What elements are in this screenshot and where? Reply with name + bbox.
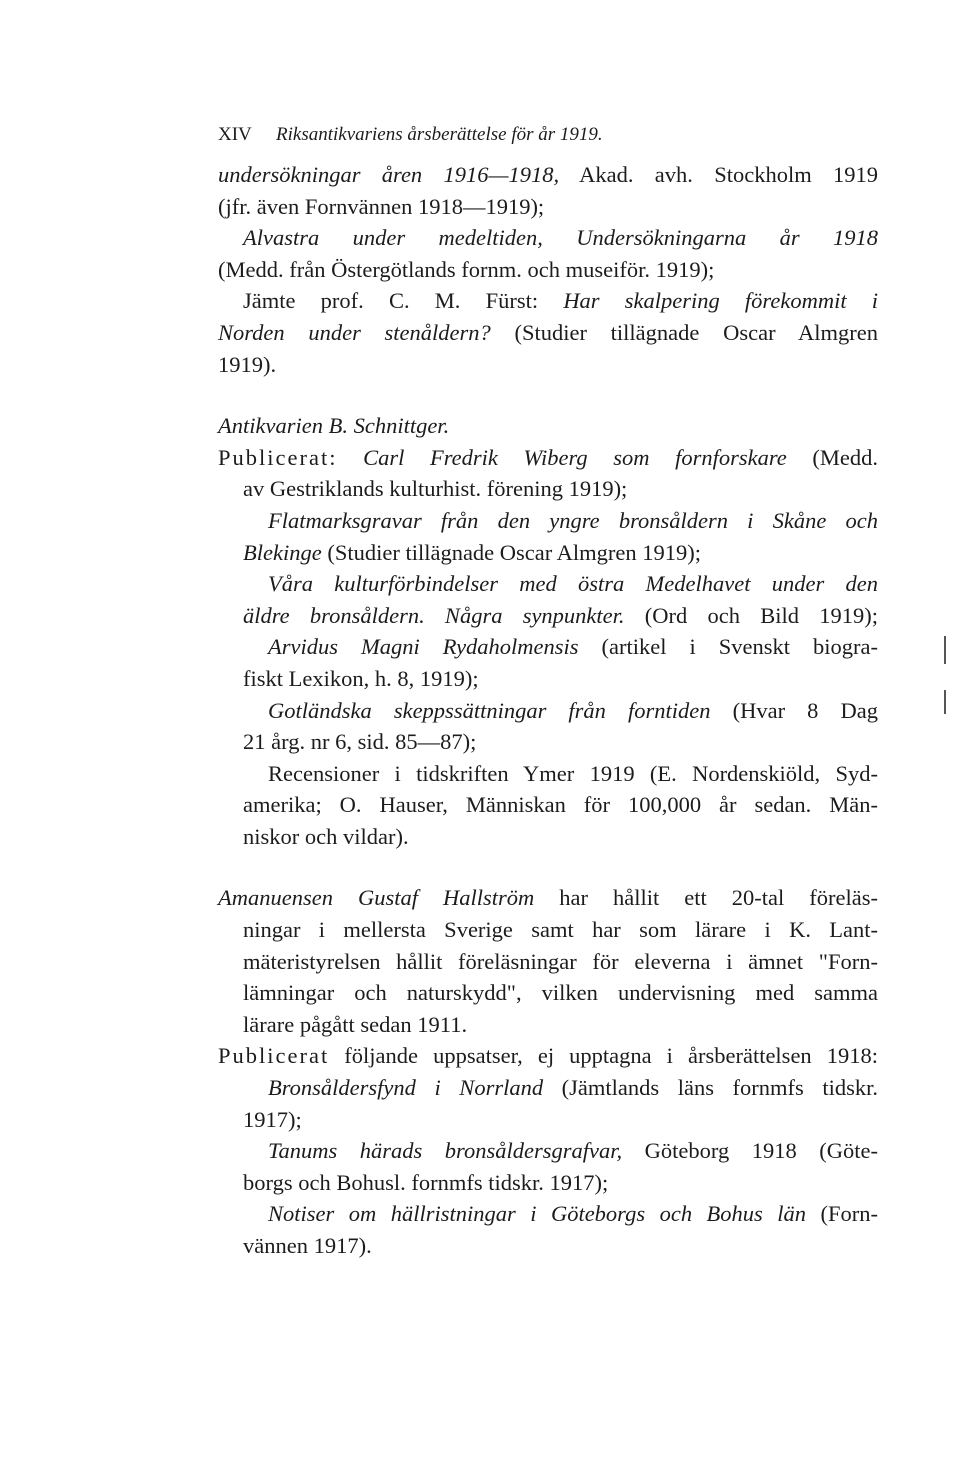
text-run: Akad. avh. Stockholm 1919 <box>559 162 878 187</box>
italic-title: undersökningar åren 1916—1918, <box>218 162 560 187</box>
text-run: (Forn- <box>806 1201 878 1227</box>
italic-title: Bronsåldersfynd i Norrland <box>268 1075 544 1101</box>
text-line: borgs och Bohusl. fornmfs tidskr. 1917); <box>243 1169 609 1195</box>
text-line <box>218 222 878 254</box>
text-line: 21 årg. nr 6, sid. 85—87); <box>243 729 477 755</box>
text-line: 1917); <box>243 1106 302 1132</box>
text-line <box>218 600 878 632</box>
italic-title: äldre bronsåldern. Några synpunkter. <box>243 602 625 628</box>
text-line: 1919). <box>218 351 277 377</box>
text-line <box>218 1198 878 1230</box>
text-run: har hållit ett 20-tal föreläs- <box>534 885 878 911</box>
text-run: (Hvar 8 Dag <box>710 697 878 723</box>
running-title: Riksantikvariens årsberättelse för år 1919. <box>276 124 603 145</box>
text-line <box>218 317 878 349</box>
text-line: av Gestriklands kulturhist. förening 1919); <box>243 476 628 502</box>
text-run: (Studier tillägnade Oscar Almgren 1919); <box>321 539 701 565</box>
text-line <box>218 882 878 914</box>
text-line <box>218 505 878 537</box>
italic-title: Våra kulturförbindelser med östra Medelhavet under den <box>268 571 878 597</box>
italic-title: Alvastra under medeltiden, Undersökningarna år 1918 <box>243 225 878 251</box>
text-run <box>337 445 363 470</box>
text-run: följande uppsatser, ej upptagna i årsberättelsen 1918: <box>329 1043 878 1069</box>
text-line: (jfr. även Fornvännen 1918—1919); <box>218 193 545 219</box>
text-line: fiskt Lexikon, h. 8, 1919); <box>243 665 479 691</box>
text-run: (Jämtlands läns fornmfs tidskr. <box>543 1075 878 1101</box>
text-line: lärare pågått sedan 1911. <box>243 1011 468 1037</box>
text-line: Recensioner i tidskriften Ymer 1919 (E. Nordenskiöld, Syd- <box>268 760 878 786</box>
text-line <box>218 442 878 474</box>
italic-title: Blekinge <box>243 539 322 565</box>
text-line: mäteristyrelsen hållit föreläsningar för eleverna i ämnet "Forn- <box>243 948 878 974</box>
text-line <box>218 410 878 442</box>
paragraph-gap <box>218 852 878 882</box>
text-run: Göteborg 1918 (Göte- <box>622 1138 878 1164</box>
italic-title: Har skalpering förekommit i <box>563 288 879 314</box>
text-line <box>218 1072 878 1104</box>
page-number: XIV <box>218 124 252 145</box>
paragraph-gap <box>218 380 878 410</box>
section-heading: Antikvarien B. Schnittger. <box>218 413 450 439</box>
scan-edge-mark <box>944 690 946 714</box>
section-heading: Amanuensen Gustaf Hallström <box>218 885 535 911</box>
text-run: (Ord och Bild 1919); <box>624 602 878 628</box>
text-line <box>218 1135 878 1167</box>
italic-title: Tanums härads bronsåldersgrafvar, <box>268 1138 623 1164</box>
body-text <box>218 159 878 1262</box>
text-line: lämningar och naturskydd", vilken undervisning med samma <box>243 980 878 1006</box>
text-line: amerika; O. Hauser, Människan för 100,000 år sedan. Män- <box>243 792 878 818</box>
text-line <box>218 695 878 727</box>
text-run: Jämte prof. C. M. Fürst: <box>243 288 564 314</box>
italic-title: Gotländska skeppssättningar från forntiden <box>268 697 711 723</box>
text-run: (artikel i Svenskt biogra- <box>578 634 878 660</box>
text-run: (Studier tillägnade Oscar Almgren <box>490 319 878 345</box>
published-label: Publicerat <box>218 1043 330 1069</box>
text-line <box>218 537 878 569</box>
page-header <box>218 124 878 146</box>
text-run: (Medd. <box>786 444 878 470</box>
text-line <box>218 631 878 663</box>
scan-edge-mark <box>944 636 946 664</box>
text-line <box>218 159 878 191</box>
published-label: Publicerat: <box>218 444 338 470</box>
text-line <box>218 285 878 317</box>
text-line <box>218 568 878 600</box>
italic-title: Flatmarksgravar från den yngre bronsåldern i Skåne och <box>268 507 878 533</box>
italic-title: Norden under stenåldern? <box>218 319 491 345</box>
italic-title: Arvidus Magni Rydaholmensis <box>268 634 579 660</box>
text-line: (Medd. från Östergötlands fornm. och museiför. 1919); <box>218 256 715 282</box>
italic-title: Carl Fredrik Wiberg som fornforskare <box>363 444 787 470</box>
italic-title: Notiser om hällristningar i Göteborgs och Bohus län <box>268 1201 807 1227</box>
text-line: ningar i mellersta Sverige samt har som lärare i K. Lant- <box>243 917 878 943</box>
text-line <box>218 1040 878 1072</box>
text-line: vännen 1917). <box>243 1233 372 1258</box>
text-line: niskor och vildar). <box>243 823 409 849</box>
